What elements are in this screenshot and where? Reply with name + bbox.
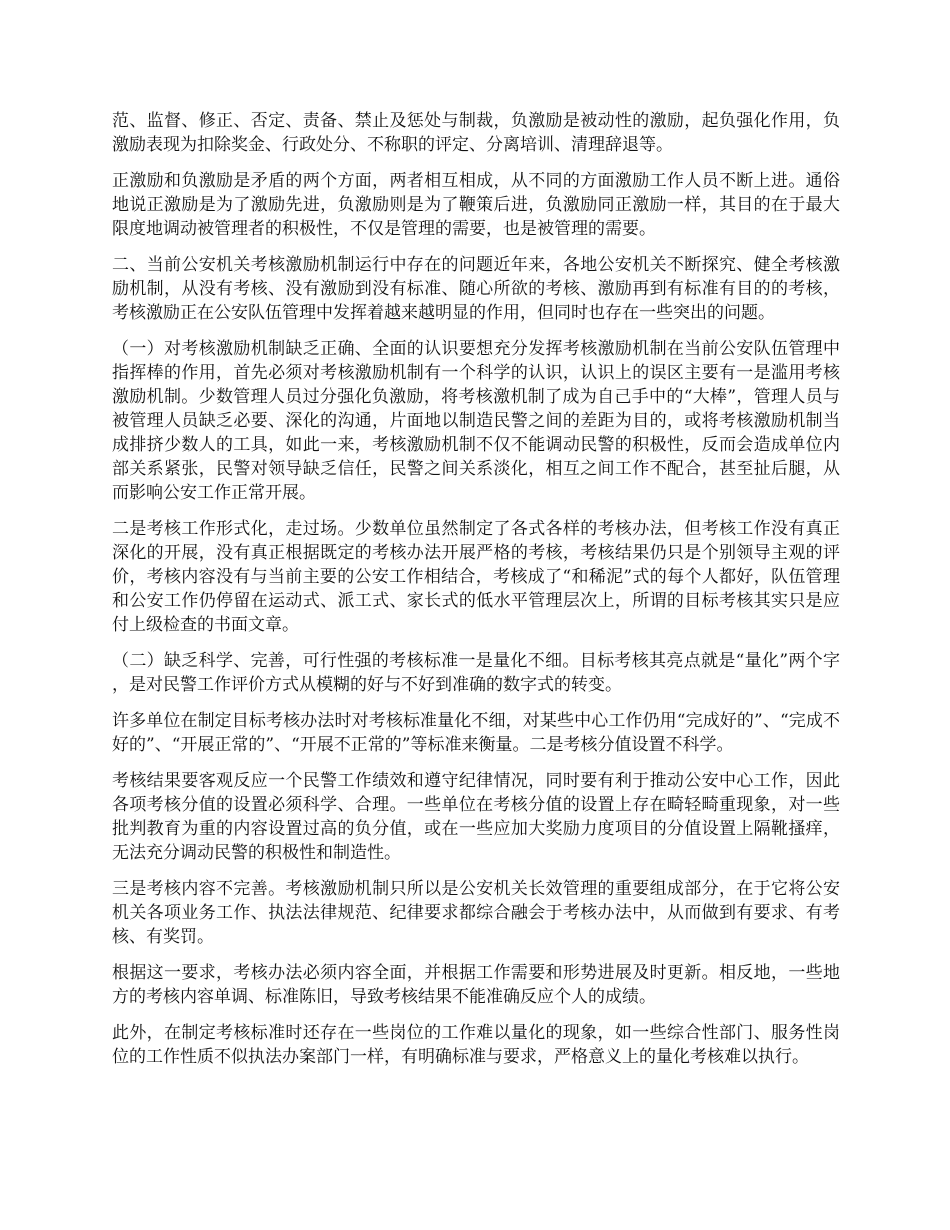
paragraph-8: 考核结果要客观反应一个民警工作绩效和遵守纪律情况，同时要有利于推动公安中心工作，因此各项考核分值的设置必须科学、合理。一些单位在考核分值的设置上存在畸轻畸重现象，对一些批判教育为重的内容设置过高的负分值，或在一些应加大奖励力度项目的分值设置上隔靴搔痒，无法充分调动民警的积极性和制造性。 xyxy=(112,771,840,863)
paragraph-4: （一）对考核激励机制缺乏正确、全面的认识要想充分发挥考核激励机制在当前公安队伍管理中指挥棒的作用，首先必须对考核激励机制有一个科学的认识，认识上的误区主要有一是滥用考核激励机制。少数管理人员过分强化负激励，将考核激机制了成为自己手中的“大棒”，管理人员与被管理人员缺乏必要、深化的沟通，片面地以制造民警之间的差距为目的，或将考核激励机制当成排挤少数人的工具，如此一来，考核激励机制不仅不能调动民警的积极性，反而会造成单位内部关系紧张，民警对领导缺乏信任，民警之间关系淡化，相互之间工作不配合，甚至扯后腿，从而影响公安工作正常开展。 xyxy=(112,339,840,503)
paragraph-9: 三是考核内容不完善。考核激励机制只所以是公安机关长效管理的重要组成部分，在于它将公安机关各项业务工作、执法法律规范、纪律要求都综合融会于考核办法中，从而做到有要求、有考核、有奖罚。 xyxy=(112,879,840,947)
paragraph-7: 许多单位在制定目标考核办法时对考核标准量化不细，对某些中心工作仍用“完成好的”、“完成不好的”、“开展正常的”、“开展不正常的”等标准来衡量。二是考核分值设置不科学。 xyxy=(112,711,840,755)
paragraph-1: 范、监督、修正、否定、责备、禁止及惩处与制裁，负激励是被动性的激励，起负强化作用，负激励表现为扣除奖金、行政处分、不称职的评定、分离培训、清理辞退等。 xyxy=(112,111,840,155)
paragraph-2: 正激励和负激励是矛盾的两个方面，两者相互相成，从不同的方面激励工作人员不断上进。通俗地说正激励是为了激励先进，负激励则是为了鞭策后进，负激励同正激励一样，其目的在于最大限度地调动被管理者的积极性，不仅是管理的需要，也是被管理的需要。 xyxy=(112,171,840,239)
paragraph-11: 此外，在制定考核标准时还存在一些岗位的工作难以量化的现象，如一些综合性部门、服务性岗位的工作性质不似执法办案部门一样，有明确标准与要求，严格意义上的量化考核难以执行。 xyxy=(112,1023,840,1067)
paragraph-5: 二是考核工作形式化，走过场。少数单位虽然制定了各式各样的考核办法，但考核工作没有真正深化的开展，没有真正根据既定的考核办法开展严格的考核，考核结果仍只是个别领导主观的评价，考核内容没有与当前主要的公安工作相结合，考核成了“和稀泥”式的每个人都好，队伍管理和公安工作仍停留在运动式、派工式、家长式的低水平管理层次上，所谓的目标考核其实只是应付上级检查的书面文章。 xyxy=(112,519,840,635)
paragraph-3: 二、当前公安机关考核激励机制运行中存在的问题近年来，各地公安机关不断探究、健全考核激励机制，从没有考核、没有激励到没有标准、随心所欲的考核、激励再到有标准有目的的考核，考核激励正在公安队伍管理中发挥着越来越明显的作用，但同时也存在一些突出的问题。 xyxy=(112,255,840,323)
document-body xyxy=(112,109,840,1081)
paragraph-10: 根据这一要求，考核办法必须内容全面，并根据工作需要和形势进展及时更新。相反地，一些地方的考核内容单调、标准陈旧，导致考核结果不能准确反应个人的成绩。 xyxy=(112,963,840,1007)
paragraph-6: （二）缺乏科学、完善，可行性强的考核标准一是量化不细。目标考核其亮点就是“量化”两个字，是对民警工作评价方式从模糊的好与不好到准确的数字式的转变。 xyxy=(112,651,840,695)
